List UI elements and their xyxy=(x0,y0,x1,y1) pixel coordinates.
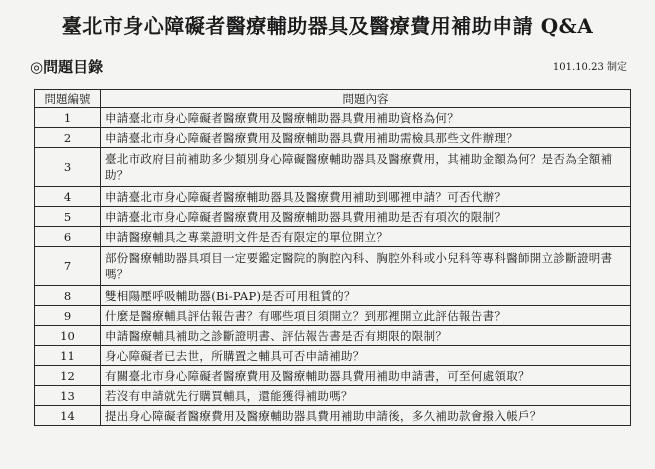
table-row xyxy=(35,148,631,187)
question-text: 若沒有申請就先行購買輔具，還能獲得補助嗎？ xyxy=(101,386,631,406)
question-number: 11 xyxy=(35,346,101,366)
question-number: 4 xyxy=(35,187,101,207)
question-index-table xyxy=(34,89,631,426)
question-text: 部份醫療輔助器具項目一定要鑑定醫院的胸腔內科、胸腔外科或小兒科等專科醫師開立診斷證明書嗎？ xyxy=(101,247,631,286)
table-row xyxy=(35,128,631,148)
question-number: 7 xyxy=(35,247,101,286)
table-row xyxy=(35,187,631,207)
question-text: 什麼是醫療輔具評估報告書？有哪些項目須開立？到那裡開立此評估報告書？ xyxy=(101,306,631,326)
header-question-content: 問題內容 xyxy=(101,90,631,108)
question-number: 6 xyxy=(35,227,101,247)
table-row xyxy=(35,366,631,386)
table-row xyxy=(35,386,631,406)
question-text: 申請臺北市身心障礙者醫療費用及醫療輔助器具費用補助需檢具那些文件辦理？ xyxy=(101,128,631,148)
table-row xyxy=(35,306,631,326)
table-row xyxy=(35,326,631,346)
question-number: 10 xyxy=(35,326,101,346)
table-row xyxy=(35,207,631,227)
question-text: 雙相陽壓呼吸輔助器(Bi-PAP)是否可用租賃的？ xyxy=(101,286,631,306)
table-row xyxy=(35,406,631,426)
question-text: 臺北市政府目前補助多少類別身心障礙醫療輔助器具及醫療費用，其補助金額為何？是否為全額補助？ xyxy=(101,148,631,187)
question-text: 身心障礙者已去世，所購置之輔具可否申請補助？ xyxy=(101,346,631,366)
header-question-number: 問題編號 xyxy=(35,90,101,108)
table-row xyxy=(35,227,631,247)
question-number: 5 xyxy=(35,207,101,227)
question-text: 提出身心障礙者醫療費用及醫療輔助器具費用補助申請後，多久補助款會撥入帳戶？ xyxy=(101,406,631,426)
question-number: 13 xyxy=(35,386,101,406)
question-text: 申請醫療輔具之專業證明文件是否有限定的單位開立？ xyxy=(101,227,631,247)
question-number: 8 xyxy=(35,286,101,306)
question-number: 2 xyxy=(35,128,101,148)
table-row xyxy=(35,108,631,128)
question-number: 3 xyxy=(35,148,101,187)
table-row xyxy=(35,247,631,286)
question-number: 1 xyxy=(35,108,101,128)
question-text: 有關臺北市身心障礙者醫療費用及醫療輔助器具費用補助申請書，可至何處領取？ xyxy=(101,366,631,386)
question-text: 申請臺北市身心障礙者醫療費用及醫療輔助器具費用補助是否有項次的限制？ xyxy=(101,207,631,227)
table-header-row xyxy=(35,90,631,108)
revision-date: 101.10.23 制定 xyxy=(552,62,627,73)
question-number: 9 xyxy=(35,306,101,326)
question-number: 14 xyxy=(35,406,101,426)
question-text: 申請醫療輔具補助之診斷證明書、評估報告書是否有期限的限制？ xyxy=(101,326,631,346)
section-heading: ◎問題目錄 xyxy=(30,58,104,76)
question-text: 申請臺北市身心障礙者醫療輔助器具及醫療費用補助到哪裡申請？可否代辦？ xyxy=(101,187,631,207)
document-title: 臺北市身心障礙者醫療輔助器具及醫療費用補助申請 Q&A xyxy=(61,14,594,38)
table-row xyxy=(35,346,631,366)
question-number: 12 xyxy=(35,366,101,386)
question-text: 申請臺北市身心障礙者醫療費用及醫療輔助器具費用補助資格為何？ xyxy=(101,108,631,128)
table-row xyxy=(35,286,631,306)
